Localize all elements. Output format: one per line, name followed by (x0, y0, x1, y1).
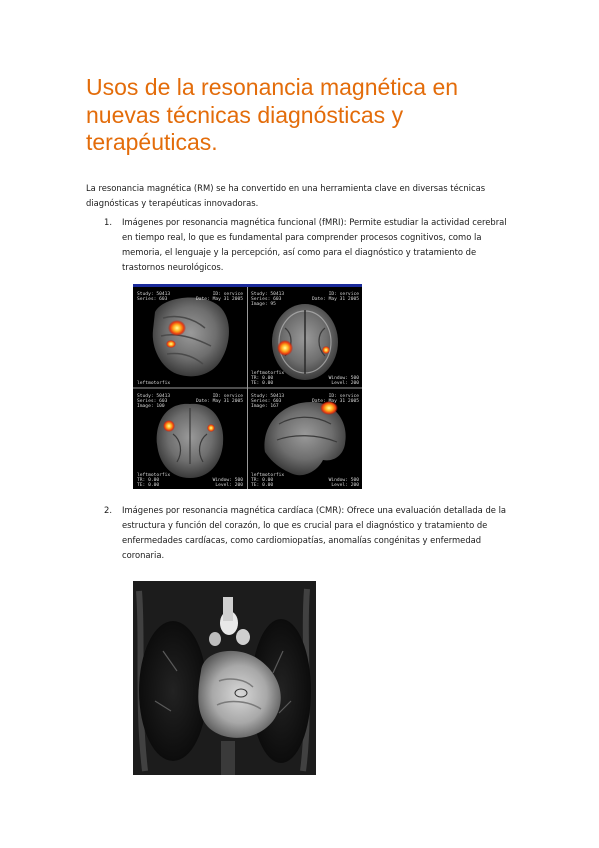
panel-software: leftmotorfix (251, 371, 285, 376)
panel-study: Study: 50413 (137, 394, 171, 399)
panel-date: Date: May 31 2005 (311, 399, 359, 404)
list-heading: Imágenes por resonancia magnética funcional (fMRI): (122, 217, 347, 227)
panel-series: Series: 603 (251, 297, 282, 302)
panel-date: Date: May 31 2005 (311, 297, 359, 302)
list-number: 2. (104, 505, 112, 515)
panel-study: Study: 50413 (251, 394, 285, 399)
panel-date: Date: May 31 2005 (195, 297, 243, 302)
panel-level: Level: 200 (215, 483, 243, 488)
panel-id: ID: service (328, 292, 359, 297)
panel-id: ID: service (212, 292, 243, 297)
panel-series: Series: 603 (251, 399, 282, 404)
panel-te: TE: 0.00 (251, 483, 274, 488)
panel-id: ID: service (212, 394, 243, 399)
list-text (122, 503, 512, 563)
panel-level: Level: 200 (331, 483, 359, 488)
list-number: 1. (104, 217, 112, 227)
panel-window: Window: 500 (328, 376, 359, 381)
panel-software: leftmotorfix (251, 473, 285, 478)
panel-series: Series: 603 (137, 297, 168, 302)
list-text (122, 215, 512, 275)
panel-tr: TR: 0.00 (251, 376, 274, 381)
panel-tr: TR: 0.00 (137, 478, 160, 483)
panel-te: TE: 0.00 (137, 483, 160, 488)
intro-paragraph: La resonancia magnética (RM) se ha convertido en una herramienta clave en diversas técnicas diagnósticas y terapéuticas innovadoras. (86, 183, 486, 208)
panel-image: Image: 95 (251, 302, 276, 307)
page-title: Usos de la resonancia magnética en nuevas técnicas diagnósticas y terapéuticas. (86, 74, 459, 155)
panel-id: ID: service (328, 394, 359, 399)
panel-study: Study: 50413 (137, 292, 171, 297)
cardiac-mri-image (133, 581, 316, 775)
panel-software: leftmotorfix (137, 473, 171, 478)
list-body: Ofrece una evaluación detallada de la estructura y función del corazón, lo que es crucial para el diagnóstico y tratamiento de enfermedades cardíacas, como cardiomiopatías, anomalías congénitas y enfermedad coronaria. (122, 505, 507, 560)
panel-tr: TR: 0.00 (251, 478, 274, 483)
panel-series: Series: 603 (137, 399, 168, 404)
panel-window: Window: 500 (328, 478, 359, 483)
panel-window: Window: 500 (212, 478, 243, 483)
fmri-brain-scans-figure (133, 284, 362, 489)
panel-study: Study: 50413 (251, 292, 285, 297)
panel-date: Date: May 31 2005 (195, 399, 243, 404)
list-body: Permite estudiar la actividad cerebral en tiempo real, lo que es fundamental para comprender procesos cognitivos, como la memoria, el lenguaje y la percepción, así como para el diagnóstico y tratamiento de trastornos neurológicos. (122, 217, 507, 272)
panel-image: Image: 167 (251, 404, 279, 409)
list-item-cmr (104, 503, 512, 563)
cardiac-mri-figure (133, 581, 316, 775)
panel-image: Image: 100 (137, 404, 165, 409)
fmri-scans-image (133, 284, 362, 489)
list-item-fmri (104, 215, 512, 275)
panel-level: Level: 200 (331, 381, 359, 386)
panel-software: leftmotorfix (137, 381, 171, 386)
panel-te: TE: 0.00 (251, 381, 274, 386)
list-heading: Imágenes por resonancia magnética cardíaca (CMR): (122, 505, 345, 515)
